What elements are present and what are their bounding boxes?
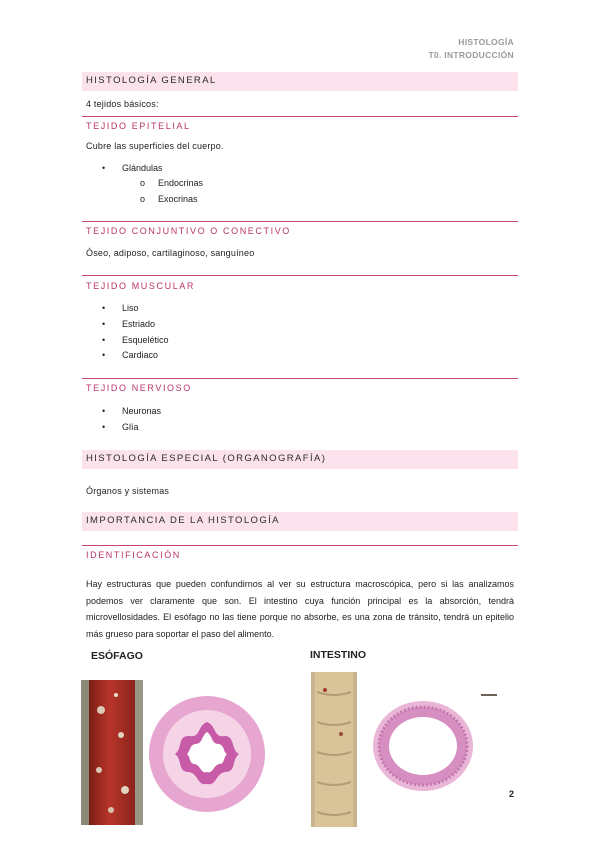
sub-list-item xyxy=(140,178,204,188)
list-item xyxy=(102,350,159,360)
bullet-icon: • xyxy=(102,350,106,360)
list-item-label: Cardiaco xyxy=(122,350,159,360)
section-title: HISTOLOGÍA ESPECIAL (ORGANOGRAFÍA) xyxy=(86,453,327,464)
identificacion-paragraph: Hay estructuras que pueden confundirnos al ver su estructura macroscópica, pero si las analizamos podemos ver claramente que son. El intestino cuya función principal es la absorción, tendrá microvellosidades. El esófago no las tiene porque no absorbe, es una zona de tránsito, tendrá un epitelio más grueso para soportar el paso del alimento. xyxy=(86,579,514,639)
intro-text: 4 tejidos básicos: xyxy=(86,99,159,109)
list-item xyxy=(102,335,169,345)
figure-label-intestino: INTESTINO xyxy=(310,649,367,661)
sub-list-item-label: Exocrinas xyxy=(158,194,198,204)
scale-bar xyxy=(481,694,497,696)
esophagus-histology-image xyxy=(143,692,271,820)
bullet-icon: • xyxy=(102,422,106,432)
bullet-icon: • xyxy=(102,406,106,416)
intestine-histology-image xyxy=(371,698,475,794)
heading-muscular: TEJIDO MUSCULAR xyxy=(86,281,196,291)
list-item-label: Glándulas xyxy=(122,163,163,173)
page-number: 2 xyxy=(508,789,514,799)
list-item xyxy=(102,303,139,313)
heading-nervioso: TEJIDO NERVIOSO xyxy=(86,383,192,393)
header-subtitle: T0. INTRODUCCIÓN xyxy=(428,50,514,60)
heading-conjuntivo: TEJIDO CONJUNTIVO O CONECTIVO xyxy=(86,226,291,236)
heading-epitelial: TEJIDO EPITELIAL xyxy=(86,121,191,131)
section-rule xyxy=(82,221,518,222)
section-rule xyxy=(82,545,518,546)
list-item xyxy=(102,163,163,173)
section-rule xyxy=(82,378,518,379)
conjuntivo-text: Óseo, adiposo, cartilaginoso, sanguíneo xyxy=(86,248,255,258)
circle-bullet-icon: o xyxy=(140,194,146,204)
bullet-icon: • xyxy=(102,319,106,329)
bullet-icon: • xyxy=(102,335,106,345)
list-item-label: Estriado xyxy=(122,319,156,329)
circle-bullet-icon: o xyxy=(140,178,146,188)
list-item xyxy=(102,406,162,416)
section-band-especial xyxy=(82,450,518,469)
especial-text: Órganos y sistemas xyxy=(86,486,170,496)
section-rule xyxy=(82,116,518,117)
list-item-label: Esquelético xyxy=(122,335,169,345)
esophagus-macro-photo xyxy=(81,680,143,825)
intestine-macro-photo xyxy=(311,672,357,827)
section-title: IMPORTANCIA DE LA HISTOLOGÍA xyxy=(86,515,280,526)
list-item-label: Liso xyxy=(122,303,139,313)
list-item xyxy=(102,422,139,432)
section-title: HISTOLOGÍA GENERAL xyxy=(86,75,217,86)
bullet-icon: • xyxy=(102,303,106,313)
figure-label-esofago: ESÓFAGO xyxy=(91,650,143,662)
sub-list-item-label: Endocrinas xyxy=(158,178,204,188)
bullet-icon: • xyxy=(102,163,106,173)
section-band-importancia xyxy=(82,512,518,531)
list-item xyxy=(102,319,156,329)
section-band-general xyxy=(82,72,518,91)
list-item-label: Glía xyxy=(122,422,139,432)
heading-identificacion: IDENTIFICACIÓN xyxy=(86,550,181,560)
epitelial-text: Cubre las superficies del cuerpo. xyxy=(86,141,224,151)
doc-header xyxy=(428,36,514,62)
header-title: HISTOLOGÍA xyxy=(458,37,514,47)
section-rule xyxy=(82,275,518,276)
sub-list-item xyxy=(140,194,198,204)
list-item-label: Neuronas xyxy=(122,406,162,416)
